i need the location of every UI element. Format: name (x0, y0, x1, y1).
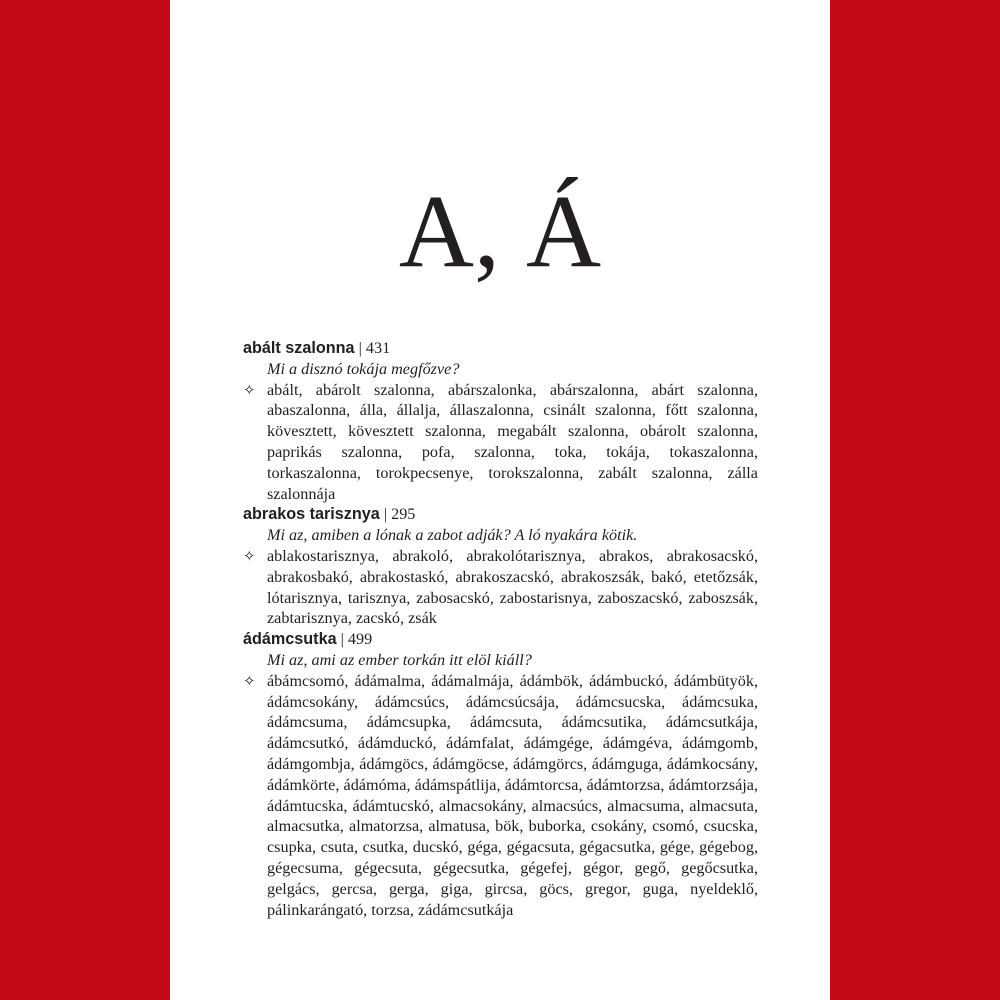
entry-question: Mi a disznó tokája megfőzve? (267, 359, 460, 378)
entry-variants-text: abált, abárolt szalonna, abárszalonka, abárszalonna, abárt szalonna, abaszalonna, álla, állalja, állaszalonna, csinált szalonna, főtt szalonna, kövesztett, kövesztett szalonna, megabált szalonna, obárolt szalonna, paprikás szalonna, pofa, szalonna, toka, tokája, tokaszalonna, torkaszalonna, torokpecsenye, torokszalonna, zabált szalonna, zálla szalonnája (267, 380, 758, 503)
entry-abrakos-tarisznya (243, 504, 758, 629)
entry-headline (243, 338, 758, 359)
entry-adamcsutka (243, 629, 758, 920)
entry-variants (243, 380, 758, 505)
entries-list (243, 338, 758, 920)
entry-variants (243, 546, 758, 629)
four-pointed-star-icon: ✧ (243, 671, 256, 690)
entry-headline (243, 504, 758, 525)
entry-page-ref: 295 (391, 505, 416, 524)
entry-separator: | (358, 339, 362, 357)
four-pointed-star-icon: ✧ (243, 380, 256, 399)
entry-separator: | (383, 505, 388, 524)
entry-question: Mi az, amiben a lónak a zabot adják? A ló nyakára kötik. (267, 526, 638, 545)
entry-variants-text: ábámcsomó, ádámalma, ádámalmája, ádámbök, ádámbuckó, ádámbütyök, ádámcsokány, ádámcsúcs, ádámcsúcsája, ádámcsucska, ádámcsuka, ádámcsuma, ádámcsupka, ádámcsuta, ádámcsutika, ádámcsutkája, ádámcsutkó, ádámduckó, ádámfalat, ádámgége, ádámgéva, ádámgomb, ádámgombja, ádámgöcs, ádámgöcse, ádámgörcs, ádámguga, ádámkocsány, ádámkörte, ádámóma, ádámspátlija, ádámtorcsa, ádámtorzsa, ádámtorzsája, ádámtucska, ádámtucskó, almacsokány, almacsúcs, almacsuma, almacsuta, almacsutka, almatorzsa, almatusa, bök, buborka, csokány, csomó, csucska, csupka, csuta, csutka, ducskó, géga, gégacsuta, gégacsutka, gége, gégebog, gégecsuma, gégecsuta, gégecsutka, gégefej, gégor, gegő, gegőcsutka, gelgács, gercsa, gerga, giga, gircsa, göcs, gregor, guga, nyeldeklő, pálinkarángató, torzsa, zádámcsutkája (267, 671, 758, 919)
entry-headword: abrakos tarisznya (243, 505, 380, 524)
entry-headword: ádámcsutka (243, 630, 337, 649)
entry-abalt-szalonna (243, 338, 758, 504)
four-pointed-star-icon: ✧ (243, 546, 256, 565)
entry-page-ref: 431 (365, 339, 391, 357)
section-letter-heading: A, Á (398, 174, 602, 289)
entry-variants-text: ablakostarisznya, abrakoló, abrakolótarisznya, abrakos, abrakosacskó, abrakosbakó, abrakostaskó, abrakoszacskó, abrakoszsák, bakó, etetőzsák, lótarisznya, tarisznya, zabosacskó, zabostarisnya, zaboszacskó, zaboszsák, zabtarisznya, zacskó, zsák (267, 546, 758, 628)
entry-question: Mi az, ami az ember torkán itt elöl kiáll? (267, 650, 532, 669)
entry-page-ref: 499 (347, 630, 373, 649)
dictionary-page (170, 0, 830, 1000)
entry-headline (243, 629, 758, 650)
entry-separator: | (340, 630, 344, 649)
entry-headword: abált szalonna (243, 339, 355, 357)
entry-variants (243, 671, 758, 921)
